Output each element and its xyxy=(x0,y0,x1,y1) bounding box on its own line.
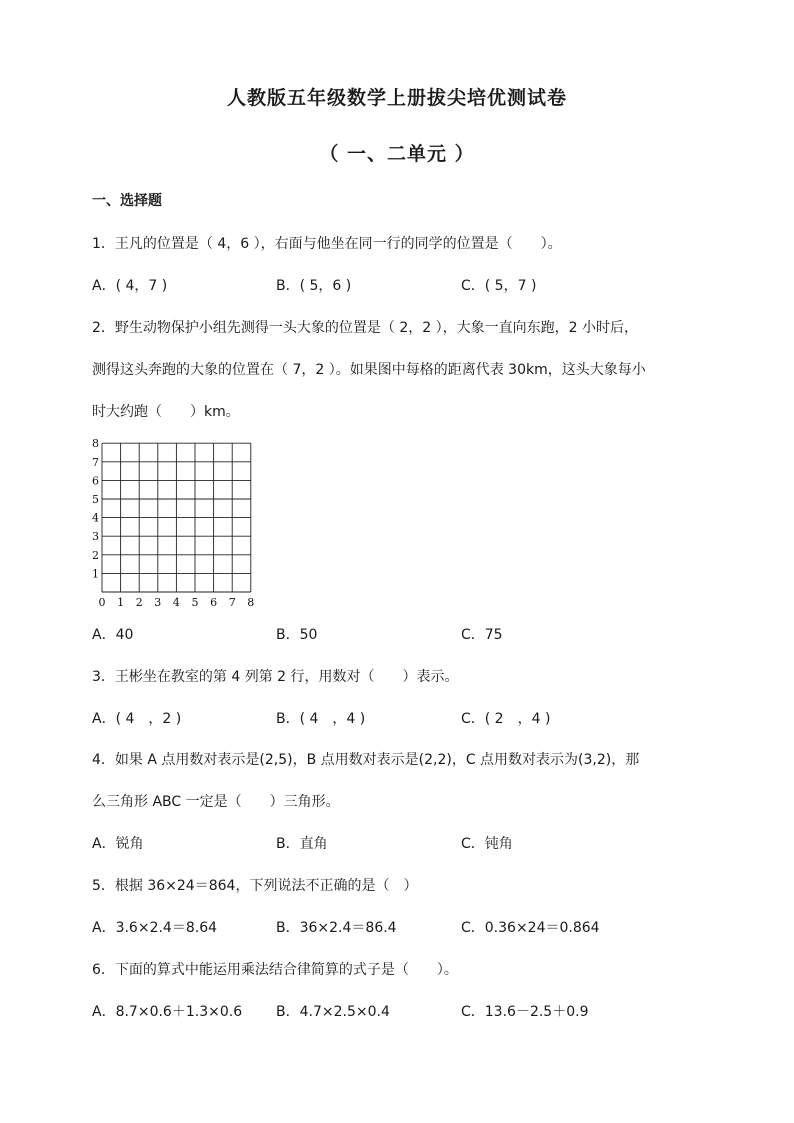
question-4-option-c[interactable]: C．钝角 xyxy=(461,836,513,852)
question-3-option-c[interactable]: C．( 2 ，4 ) xyxy=(461,711,551,727)
question-5-option-c[interactable]: C．0.36×24＝0.864 xyxy=(461,920,600,936)
question-5-option-b[interactable]: B．36×2.4＝86.4 xyxy=(276,920,397,936)
grid-x-tick-label: 4 xyxy=(172,596,180,609)
grid-x-tick-label: 5 xyxy=(191,596,199,609)
question-6-line-1: 6．下面的算式中能运用乘法结合律简算的式子是（ ）。 xyxy=(92,962,458,978)
question-2-option-b[interactable]: B．50 xyxy=(276,627,318,643)
question-6-option-b[interactable]: B．4.7×2.5×0.4 xyxy=(276,1004,390,1020)
question-2-line-1: 2．野生动物保护小组先测得一头大象的位置是（ 2，2 ），大象一直向东跑，2 小时后， xyxy=(92,320,638,336)
grid-x-tick-label: 3 xyxy=(154,596,162,609)
grid-y-tick-label: 4 xyxy=(92,511,99,525)
grid-y-tick-label: 7 xyxy=(92,455,99,469)
grid-x-tick-label: 2 xyxy=(135,596,143,609)
question-5-option-a[interactable]: A．3.6×2.4＝8.64 xyxy=(92,920,218,936)
question-2-option-c[interactable]: C．75 xyxy=(461,627,503,643)
grid-x-tick-label: 0 xyxy=(98,596,106,609)
question-3-line-1: 3．王彬坐在教室的第 4 列第 2 行，用数对（ ）表示。 xyxy=(92,669,459,685)
question-4-option-a[interactable]: A．锐角 xyxy=(92,836,144,852)
grid-y-tick-label: 3 xyxy=(92,530,99,544)
question-2-option-a[interactable]: A．40 xyxy=(92,627,134,643)
question-2-line-3: 时大约跑（ ）km。 xyxy=(92,404,240,420)
section-heading: 一、选择题 xyxy=(92,193,162,209)
grid-x-tick-label: 8 xyxy=(247,596,255,609)
grid-y-tick-label: 8 xyxy=(92,437,99,451)
grid-x-tick-label: 1 xyxy=(117,596,125,609)
question-3-option-b[interactable]: B．( 4 ，4 ) xyxy=(276,711,366,727)
question-4-option-b[interactable]: B．直角 xyxy=(276,836,328,852)
grid-y-tick-label: 5 xyxy=(92,493,99,506)
grid-y-tick-label: 2 xyxy=(92,548,99,562)
grid-x-tick-label: 7 xyxy=(228,596,236,609)
page-title: 人教版五年级数学上册拔尖培优测试卷 xyxy=(226,87,567,109)
grid-y-tick-label: 6 xyxy=(92,474,99,488)
question-1-option-b[interactable]: B．( 5，6 ) xyxy=(276,278,352,294)
question-4-line-1: 4．如果 A 点用数对表示是(2,5)，B 点用数对表示是(2,2)，C 点用数对表示为(3,2)，那 xyxy=(92,752,640,768)
page-subtitle: （ 一、二单元 ） xyxy=(319,143,475,165)
question-3-option-a[interactable]: A．( 4 ，2 ) xyxy=(92,711,182,727)
question-2-line-2: 测得这头奔跑的大象的位置在（ 7，2 ）。如果图中每格的距离代表 30km，这头大象每小 xyxy=(92,362,646,378)
question-6-option-a[interactable]: A．8.7×0.6＋1.3×0.6 xyxy=(92,1004,243,1020)
question-1-option-a[interactable]: A．( 4，7 ) xyxy=(92,278,168,294)
grid-x-tick-label: 6 xyxy=(210,596,218,609)
question-1-option-c[interactable]: C．( 5，7 ) xyxy=(461,278,537,294)
question-4-line-2: 么三角形 ABC 一定是（ ）三角形。 xyxy=(92,794,340,810)
question-5-line-1: 5．根据 36×24＝864，下列说法不正确的是（ ） xyxy=(92,878,418,894)
question-1-line-1: 1．王凡的位置是（ 4，6 ），右面与他坐在同一行的同学的位置是（ ）。 xyxy=(92,236,562,252)
question-6-option-c[interactable]: C．13.6－2.5＋0.9 xyxy=(461,1004,589,1020)
grid-y-tick-label: 1 xyxy=(92,567,99,581)
coordinate-grid xyxy=(88,433,263,613)
